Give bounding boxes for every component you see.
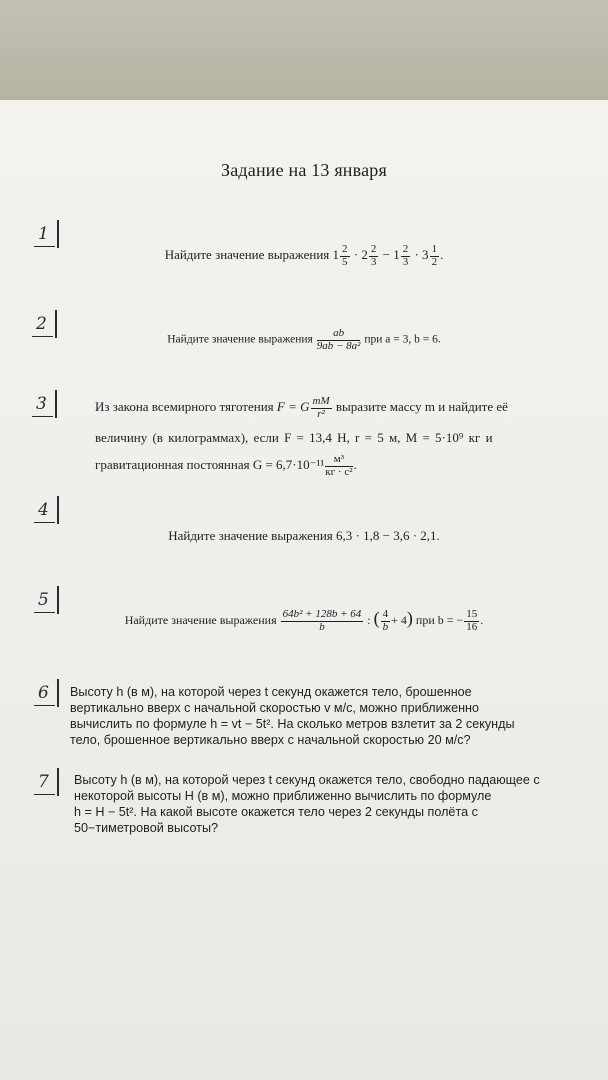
task-3-line-3: гравитационная постоянная G = 6,7·10⁻¹¹ $\frac{\text{м³}}{\text{кг · с²}}$ . bbox=[95, 453, 357, 478]
page-title: Задание на 13 января bbox=[221, 160, 387, 180]
task-6-line: Высоту h (в м), на которой через t секунд окажется тело, брошенное bbox=[70, 685, 472, 699]
task-6 bbox=[70, 684, 532, 748]
task-1-text: Найдите значение выражения bbox=[164, 247, 330, 263]
task-7 bbox=[74, 772, 544, 836]
task-2-tail: при a = 3, b = 6. bbox=[364, 333, 441, 346]
task-number-4: 4 bbox=[38, 500, 49, 520]
task-number-6: 6 bbox=[38, 683, 49, 703]
task-6-line: тело, брошенное вертикально вверх с начальной скоростью 20 м/с? bbox=[70, 733, 471, 747]
task-1-expression: 1 $\frac{2}{5}$ · 2 $\frac{2}{3}$ − 1 $\frac{2}{3}$ · 3 $\frac{1}{2}$ . bbox=[332, 243, 444, 268]
task-number-5: 5 bbox=[38, 590, 49, 610]
task-7-line: некоторой высоты H (в м), можно приближенно вычислить по формуле bbox=[74, 789, 492, 803]
task-5-fraction: $\frac{\text{64b² + 128b + 64}}{b}$ bbox=[282, 608, 362, 633]
task-2-text: Найдите значение выражения bbox=[167, 333, 313, 346]
task-1 bbox=[0, 244, 608, 268]
task-3-line-1: Из закона всемирного тяготения F = G $\frac{mM}{\text{r²}}$ выразите массу m и найдите её bbox=[95, 395, 508, 420]
task-7-line: Высоту h (в м), на которой через t секунд окажется тело, свободно падающее с bbox=[74, 773, 540, 787]
task-2-fraction: $\frac{ab}{\text{9ab − 8a²}}$ bbox=[316, 327, 361, 352]
task-7-line: h = H − 5t². На какой высоте окажется тело через 2 секунды полёта с bbox=[74, 805, 478, 819]
task-5: Найдите значение выражения $\frac{\text{64b² + 128b + 64}}{b}$ : ( $\frac{4}{b}$ + 4) при b = − $\frac{15}{16}$ . bbox=[124, 608, 484, 633]
task-6-line: вертикально вверх с начальной скоростью v м/с, можно приближенно bbox=[70, 701, 480, 715]
task-number-1: 1 bbox=[38, 224, 49, 244]
task-3-line-2: величину (в килограммах), если F = 13,4 Н, r = 5 м, M = 5·10⁹ кг и bbox=[95, 430, 493, 445]
task-number-7: 7 bbox=[38, 772, 49, 792]
task-2 bbox=[0, 328, 608, 352]
task-7-line: 50−тиметровой высоты? bbox=[74, 821, 219, 835]
task-6-line: вычислить по формуле h = vt − 5t². На сколько метров взлетит за 2 секунды bbox=[70, 717, 515, 731]
task-5-text: Найдите значение выражения bbox=[124, 613, 277, 627]
task-4: Найдите значение выражения 6,3 · 1,8 − 3,6 · 2,1. bbox=[168, 528, 440, 543]
task-number-2: 2 bbox=[36, 314, 47, 334]
task-number-3: 3 bbox=[36, 394, 47, 414]
